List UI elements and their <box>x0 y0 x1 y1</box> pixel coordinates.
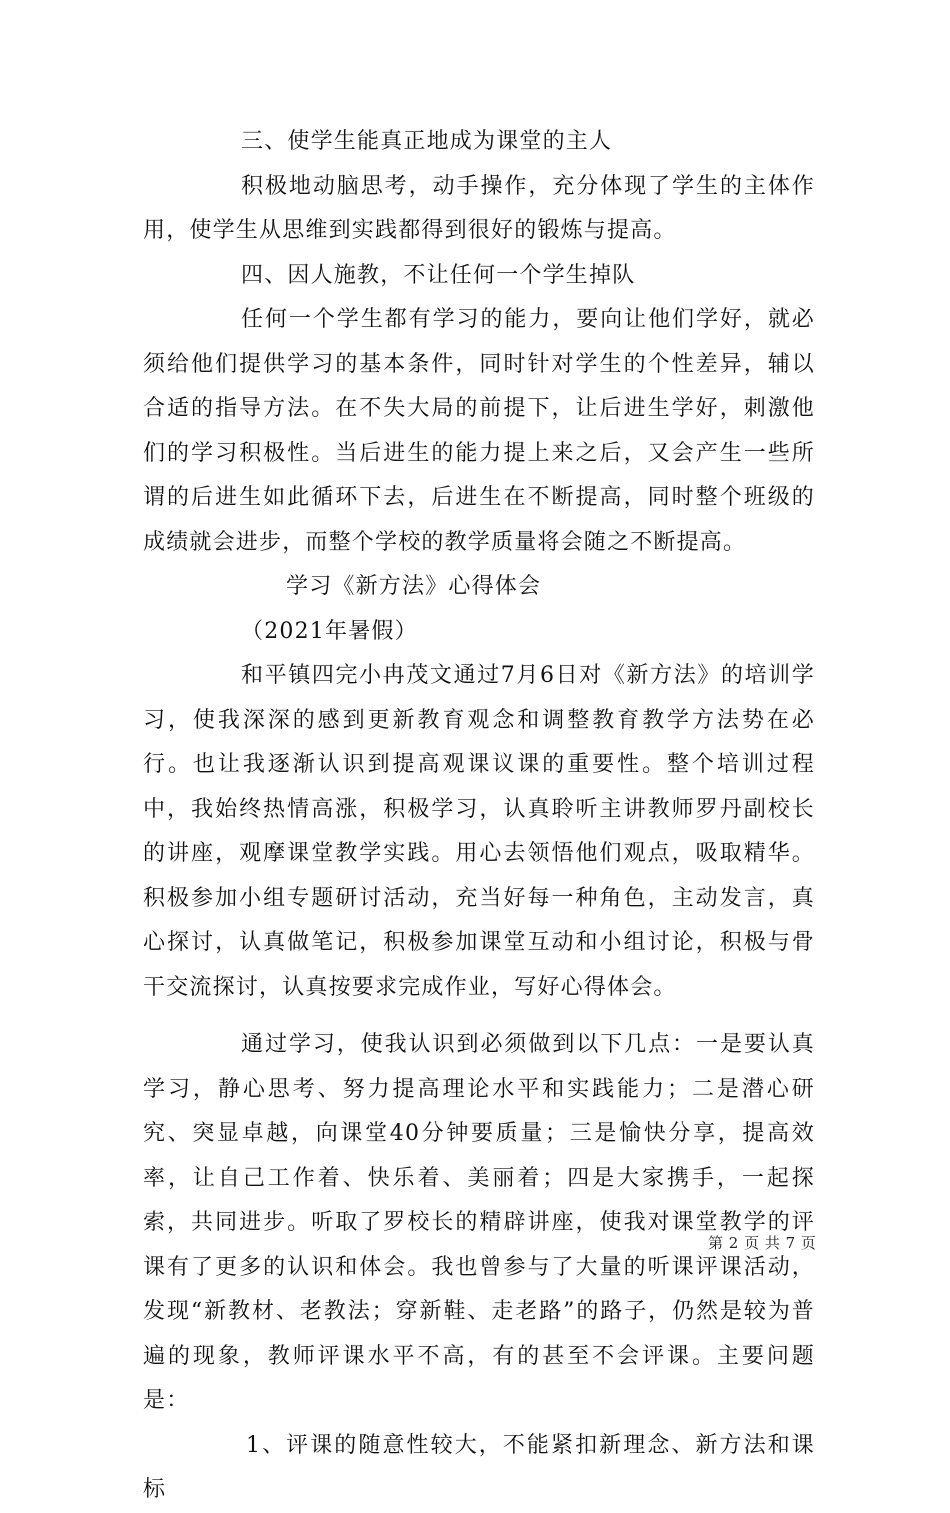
document-body <box>143 120 815 1513</box>
paragraph-gap <box>143 1010 815 1023</box>
paragraph-individual-teaching: 任何一个学生都有学习的能力，要向让他们学好，就必须给他们提供学习的基本条件，同时针对学生的个性差异，辅以合适的指导方法。在不失大局的前提下，让后进生学好，刺激他们的学习积极性。当后进生的能力提上来之后，又会产生一些所谓的后进生如此循环下去，后进生在不断提高，同时整个班级的成绩就会进步，而整个学校的教学质量将会随之不断提高。 <box>143 307 815 555</box>
paragraph-student-role: 积极地动脑思考，动手操作，充分体现了学生的主体作用，使学生从思维到实践都得到很好的锻炼与提高。 <box>143 173 815 243</box>
paragraph-learning-points: 通过学习，使我认识到必须做到以下几点：一是要认真学习，静心思考、努力提高理论水平和实践能力；二是潜心研究、突显卓越，向课堂40分钟要质量；三是愉快分享，提高效率，让自己工作着、快乐着、美丽着；四是大家携手，一起探索，共同进步。听取了罗校长的精辟讲座，使我对课堂教学的评课有了更多的认识和体会。我也曾参与了大量的听课评课活动，发现“新教材、老教法；穿新鞋、走老路”的路子，仍然是较为普遍的现象，教师评课水平不高，有的甚至不会评课。主要问题是： <box>143 1032 815 1413</box>
article-title: 学习《新方法》心得体会 <box>286 574 542 599</box>
article-date: （2021年暑假） <box>241 618 418 644</box>
section-heading-4: 四、因人施教，不让任何一个学生掉队 <box>241 262 636 288</box>
section-heading-3: 三、使学生能真正地成为课堂的主人 <box>241 129 613 154</box>
list-item-1: 1、评课的随意性较大，不能紧扣新理念、新方法和课标 <box>143 1432 815 1502</box>
page-number: 第 2 页 共 7 页 <box>708 1234 817 1252</box>
paragraph-training-intro: 和平镇四完小冉茂文通过7月6日对《新方法》的培训学习，使我深深的感到更新教育观念和调整教育教学方法势在必行。也让我逐渐认识到提高观课议课的重要性。整个培训过程中，我始终热情高涨，积极学习，认真聆听主讲教师罗丹副校长的讲座，观摩课堂教学实践。用心去领悟他们观点，吸取精华。积极参加小组专题研讨活动，充当好每一种角色，主动发言，真心探讨，认真做笔记，积极参加课堂互动和小组讨论，积极与骨干交流探讨，认真按要求完成作业，写好心得体会。 <box>143 663 815 1000</box>
